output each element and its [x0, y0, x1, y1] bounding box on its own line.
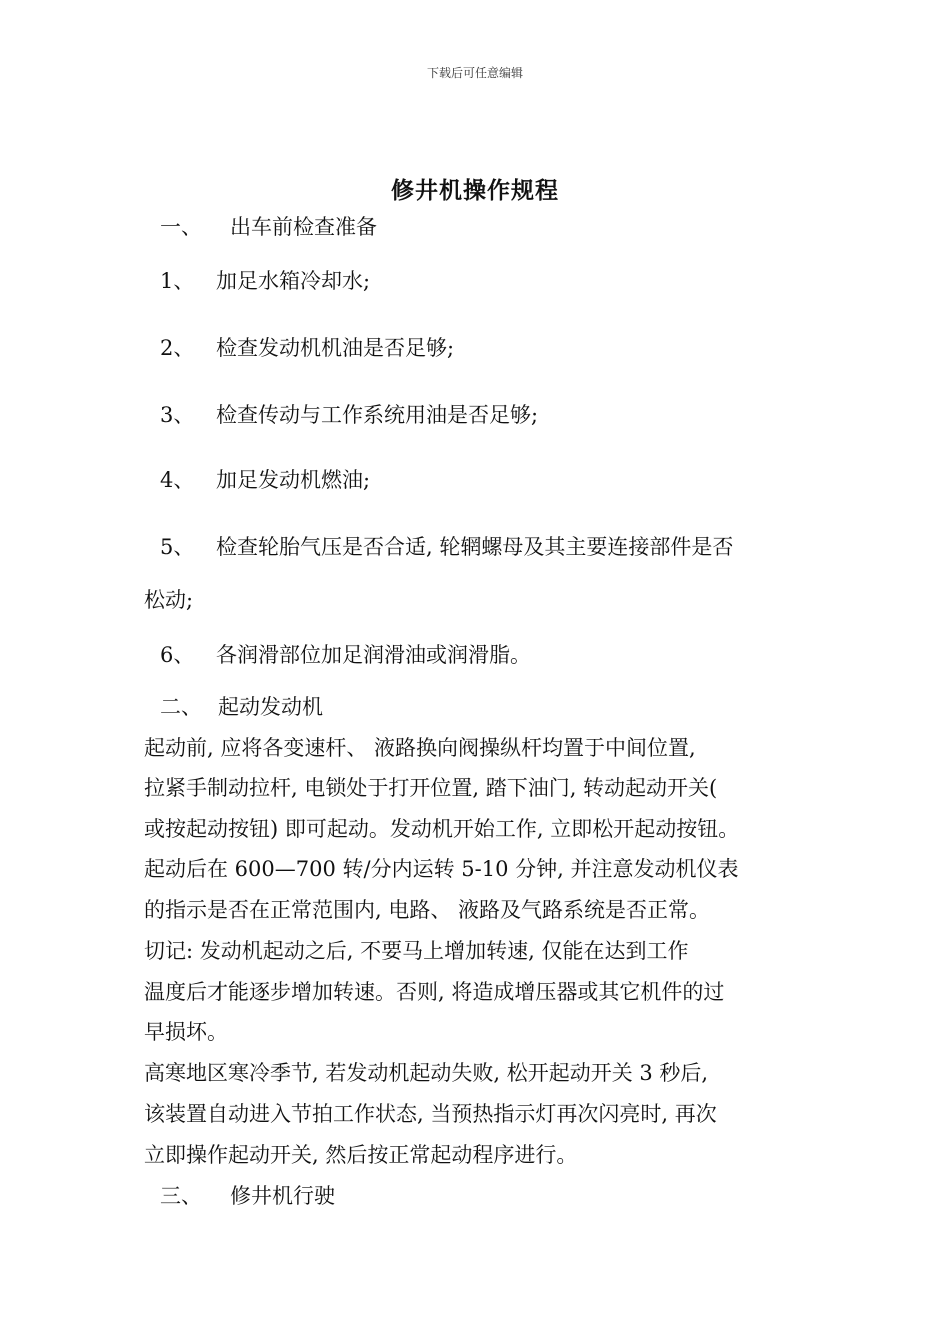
section-2-line-1: 起动前, 应将各变速杆、 液路换向阀操纵杆均置于中间位置,	[144, 736, 696, 760]
item-5-continuation: 松动;	[144, 588, 194, 612]
section-2-line-8: 早损坏。	[144, 1020, 228, 1044]
item-4-text: 加足发动机燃油;	[216, 468, 371, 492]
section-2-line-5: 的指示是否在正常范围内, 电路、 液路及气路系统是否正常。	[144, 898, 711, 922]
section-2-heading: 起动发动机	[218, 695, 323, 719]
section-3-number: 三、	[160, 1184, 202, 1208]
section-2-line-7: 温度后才能逐步增加转速。否则, 将造成增压器或其它机件的过	[144, 980, 725, 1004]
item-3-number: 3、	[160, 403, 195, 427]
section-2-line-9: 高寒地区寒冷季节, 若发动机起动失败, 松开起动开关 3 秒后,	[144, 1061, 709, 1085]
item-2-number: 2、	[160, 336, 195, 360]
section-2-number: 二、	[160, 695, 202, 719]
section-2-line-4: 起动后在 600—700 转/分内运转 5-10 分钟, 并注意发动机仪表	[144, 857, 739, 881]
section-2-line-11: 立即操作起动开关, 然后按正常起动程序进行。	[144, 1143, 578, 1167]
item-2-text: 检查发动机机油是否足够;	[216, 336, 455, 360]
section-2-line-6: 切记: 发动机起动之后, 不要马上增加转速, 仅能在达到工作	[144, 939, 689, 963]
item-3-text: 检查传动与工作系统用油是否足够;	[216, 403, 539, 427]
section-3-heading: 修井机行驶	[230, 1184, 335, 1208]
section-1-heading: 出车前检查准备	[230, 215, 377, 239]
item-6-text: 各润滑部位加足润滑油或润滑脂。	[216, 643, 531, 667]
section-2-line-10: 该装置自动进入节拍工作状态, 当预热指示灯再次闪亮时, 再次	[144, 1102, 717, 1126]
item-4-number: 4、	[160, 468, 195, 492]
document-title: 修井机操作规程	[391, 178, 559, 204]
item-6-number: 6、	[160, 643, 195, 667]
item-1-number: 1、	[160, 269, 195, 293]
section-1-number: 一、	[160, 215, 202, 239]
header-note: 下载后可任意编辑	[426, 66, 523, 80]
item-1-text: 加足水箱冷却水;	[216, 269, 371, 293]
section-2-line-3: 或按起动按钮) 即可起动。发动机开始工作, 立即松开起动按钮。	[144, 817, 740, 841]
item-5-number: 5、	[160, 535, 195, 559]
section-2-line-2: 拉紧手制动拉杆, 电锁处于打开位置, 踏下油门, 转动起动开关(	[144, 776, 718, 800]
item-5-text: 检查轮胎气压是否合适, 轮辋螺母及其主要连接部件是否	[216, 535, 734, 559]
